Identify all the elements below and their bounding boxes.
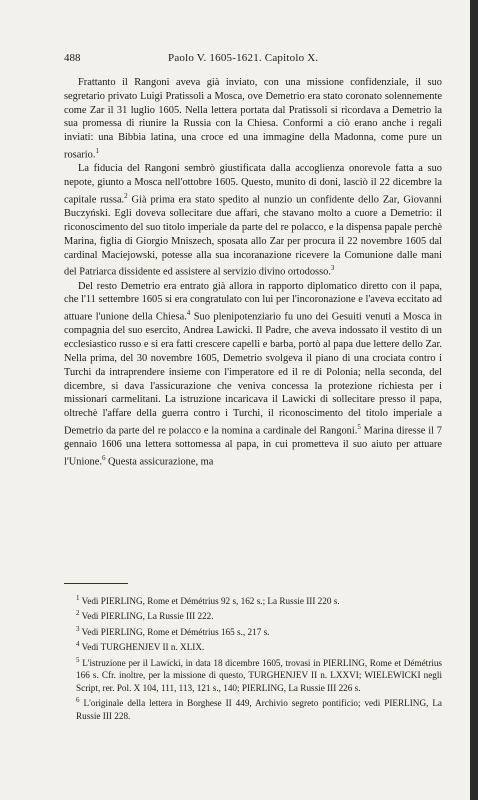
footnote-text: Vedi PIERLING, La Russie III 222.	[81, 611, 214, 622]
footnote-number: 2	[76, 609, 80, 618]
footnote-ref: 4	[186, 309, 191, 318]
footnote-number: 5	[76, 655, 80, 664]
footnote-number: 4	[76, 640, 80, 649]
footnote-number: 1	[76, 594, 80, 602]
footnote-text: Vedi PIERLING, Rome et Démétrius 165 s., 217 s.	[81, 627, 270, 637]
paragraph-text: Già prima era stato spedito al nunzio un confidente dello Zar, Giovanni Buczyński. Egli doveva sollecitare due affari, che stavano molto a cuore a Demetrio: il riconoscimento del suo titolo imperiale da parte del re polacco, e la dispensa papale perchè Marina, figlia di Giorgio Mniszech, sposata allo Zar per procura il 22 novembre 1605 dal cardinal Maciejowski, potesse alla sua incoranazione ricevere la Comunione dalle mani del Patriarca dissidente ed assistere al servizio divino ortodosso.	[64, 194, 442, 278]
paragraph-text: Suo plenipotenziario fu uno dei Gesuiti venuti a Mosca in compagnia del suo esercito, Andrea Lawicki. Il Padre, che aveva indossato il vestito di un ecclesiastico russo e si era fatti crescere capelli e barba, portò al papa due lettere dello Zar. Nella prima, del 30 novembre 1605, Demetrio svolgeva il piano di una crociata contro i Turchi da intraprendere insieme con l'imperatore ed il re di Polonia; nella seconda, del dicembre, si dava l'assicurazione che veniva concessa la protezione richiesta per i missionari carmelitani. La istruzione incaricava il Lawicki di sollecitare presso il papa, oltrechè l'affare della guerra contro i Turchi, il riconoscimento del titolo imperiale a Demetrio da parte del re polacco e la nomina a cardinale del Rangoni.	[64, 311, 443, 437]
footnote	[64, 623, 442, 638]
paragraph-text: Marina diresse il 7 gennaio 1606 una lettera sottomessa al papa, in cui prometteva il suo aiuto per attuare l'Unione.	[64, 425, 442, 468]
footnote-text: L'originale della lettera in Borghese II 449, Archivio segreto pontificio; vedi PIERLING, La Russie III 228.	[76, 698, 443, 721]
footnote	[64, 592, 442, 607]
footnote-ref: 2	[124, 191, 128, 200]
footnote	[64, 654, 442, 694]
paragraph-text: Questa assicurazione, ma	[105, 456, 214, 468]
paragraph	[64, 280, 442, 470]
running-head: Paolo V. 1605-1621. Capitolo X.	[168, 52, 319, 64]
footnote	[64, 607, 442, 622]
paragraph	[64, 162, 442, 279]
footnote	[64, 694, 442, 722]
footnote-number: 3	[76, 624, 80, 633]
footnote-ref: 3	[330, 264, 335, 273]
footnote-text: Vedi TURGHENJEV II n. XLIX.	[81, 642, 205, 653]
footnote-divider	[64, 583, 128, 584]
footnotes	[64, 592, 442, 722]
footnote	[64, 638, 442, 653]
paragraph-text: La fiducia del Rangoni sembrò giustificata dalla accoglienza onorevole fatta a suo nepote, giunto a Mosca nell'ottobre 1605. Questo, munito di doni, lasciò il 22 dicembre la capitale russa.	[64, 163, 442, 206]
paragraph	[64, 76, 442, 162]
footnote-text: L'istruzione per il Lawicki, in data 18 dicembre 1605, trovasi in PIERLING, Rome et Démétrius 166 s. Cfr. inoltre, per la missione di questo, TURGHENJEV II n. LXXVI; WIELEWICKI negli Script, rer. Pol. X 104, 111, 113, 121 s., 140; PIERLING, La Russie III 226 s.	[76, 657, 443, 693]
paragraph-text: Del resto Demetrio era entrato già allora in rapporto diplomatico diretto con il papa, che l'11 settembre 1605 si era congratulato con lui per l'incoronazione e l'aveva eccitato ad attuare l'unione della Chiesa.	[64, 280, 442, 323]
footnote-ref: 5	[357, 423, 361, 431]
footnote-ref: 6	[101, 454, 106, 463]
body-text	[64, 76, 442, 469]
paragraph-text: Frattanto il Rangoni aveva già inviato, con una missione confidenziale, il suo segretario privato Luigi Pratissoli a Mosca, ove Demetrio era stato coronato solennemente come Zar il 31 luglio 1605. Nella lettera portata dal Pratissoli si ricordava a Demetrio la sua promessa di riunire la Russia con la Chiesa. Conformi a ciò erano anche i regali inviati: una Bibbia latina, una croce ed una immagine della Madonna, come pure un rosario.	[64, 77, 442, 161]
footnote-number: 6	[76, 696, 80, 705]
footnote-text: Vedi PIERLING, Rome et Démétrius 92 s, 162 s.; La Russie III 220 s.	[81, 596, 340, 607]
page-number: 488	[64, 52, 81, 64]
footnote-ref: 1	[95, 146, 99, 155]
